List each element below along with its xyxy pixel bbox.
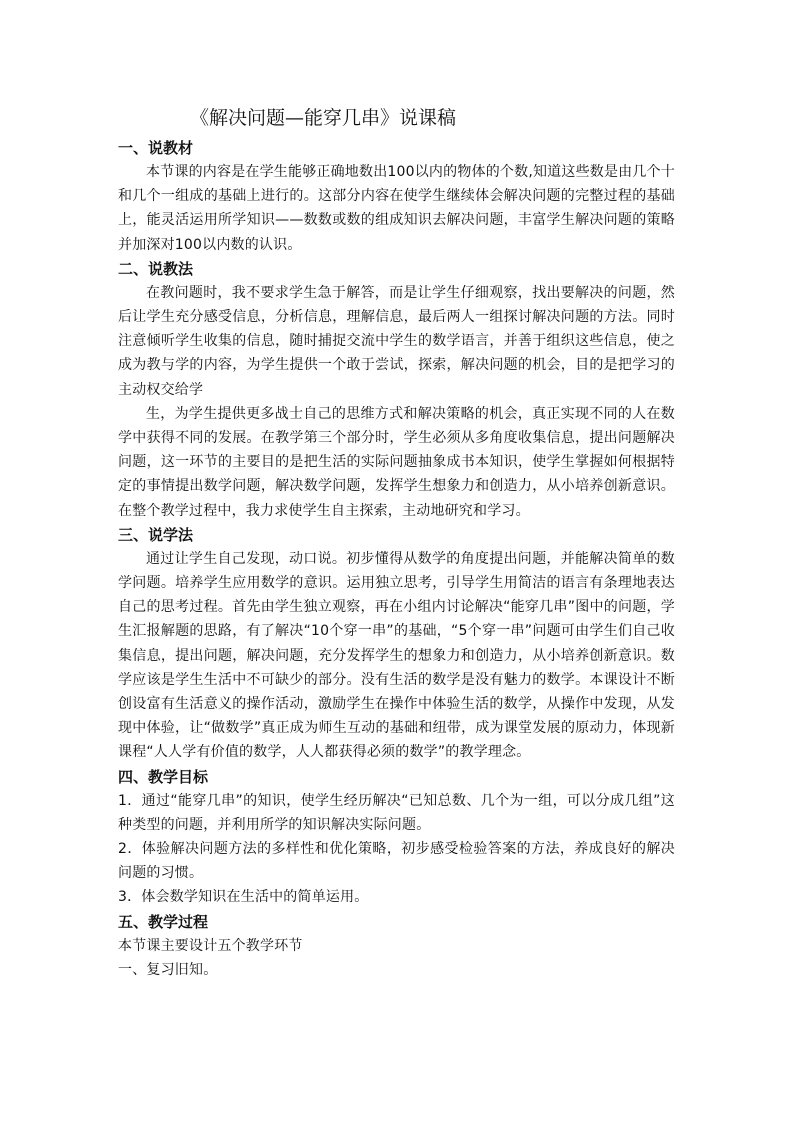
goal-item: 1．通过“能穿几串”的知识，使学生经历解决“已知总数、几个为一组，可以分成几组”这种类型的问题，并利用所学的知识解决实际问题。 [118, 792, 675, 833]
section-heading: 一、说教材 [118, 139, 194, 157]
text-line: 一、复习旧知。 [118, 961, 218, 978]
section-heading: 三、说学法 [118, 525, 194, 544]
section-teaching-goals [118, 765, 675, 910]
section-heading: 二、说教法 [118, 259, 194, 278]
section-learning-method [118, 523, 675, 765]
document-title: 《解决问题—能穿几串》说课稿 [190, 107, 457, 129]
section-teaching-method [118, 257, 675, 523]
goal-item: 3．体会数学知识在生活中的简单运用。 [118, 889, 369, 906]
paragraph: 本节课的内容是在学生能够正确地数出100以内的物体的个数,知道这些数是由几个十和几个一组成的基础上进行的。这部分内容在使学生继续体会解决问题的完整过程的基础上，能灵活运用所学知识——数数或数的组成知识去解决问题，丰富学生解决问题的策略并加深对100以内数的认识。 [118, 164, 675, 253]
paragraph: 在教问题时，我不要求学生急于解答，而是让学生仔细观察，找出要解决的问题，然后让学生充分感受信息，分析信息，理解信息，最后两人一组探讨解决问题的方法。同时注意倾听学生收集的信息，随时捕捉交流中学生的数学语言，并善于组织这些信息，使之成为教与学的内容，为学生提供一个敢于尝试，探索，解决问题的机会，目的是把学习的主动权交给学 [118, 284, 675, 398]
paragraph: 生，为学生提供更多战士自己的思维方式和解决策略的机会，真正实现不同的人在数学中获得不同的发展。在教学第三个部分时，学生必须从多角度收集信息，提出问题解决问题，这一环节的主要目的是把生活的实际问题抽象成书本知识，使学生掌握如何根据特定的事情提出数学问题，解决数学问题，发挥学生想象力和创造力，从小培养创新意识。在整个教学过程中，我力求使学生自主探索，主动地研究和学习。 [118, 405, 675, 519]
paragraph: 通过让学生自己发现，动口说。初步懂得从数学的角度提出问题，并能解决简单的数学问题。培养学生应用数学的意识。运用独立思考，引导学生用简洁的语言有条理地表达自己的思考过程。首先由学生独立观察，再在小组内讨论解决“能穿几串”图中的问题，学生汇报解题的思路，有了解决“10个穿一串”的基础，“5个穿一串”问题可由学生们自己收集信息，提出问题，解决问题，充分发挥学生的想象力和创造力，从小培养创新意识。数学应该是学生生活中不可缺少的部分。没有生活的数学是没有魅力的数学。本课设计不断创设富有生活意义的操作活动，激励学生在操作中体验生活的数学，从操作中发现，从发现中体验，让“做数学”真正成为师生互动的基础和纽带，成为课堂发展的原动力，体现新课程“人人学有价值的数学，人人都获得必须的数学”的教学理念。 [118, 550, 675, 761]
section-textbook [118, 136, 675, 257]
document-body [118, 104, 675, 982]
section-teaching-process [118, 910, 675, 982]
text-line: 本节课主要设计五个教学环节 [118, 937, 303, 954]
goal-item: 2．体验解决问题方法的多样性和优化策略，初步感受检验答案的方法，养成良好的解决问题的习惯。 [118, 841, 675, 882]
section-heading: 五、教学过程 [118, 912, 209, 931]
section-heading: 四、教学目标 [118, 767, 209, 786]
